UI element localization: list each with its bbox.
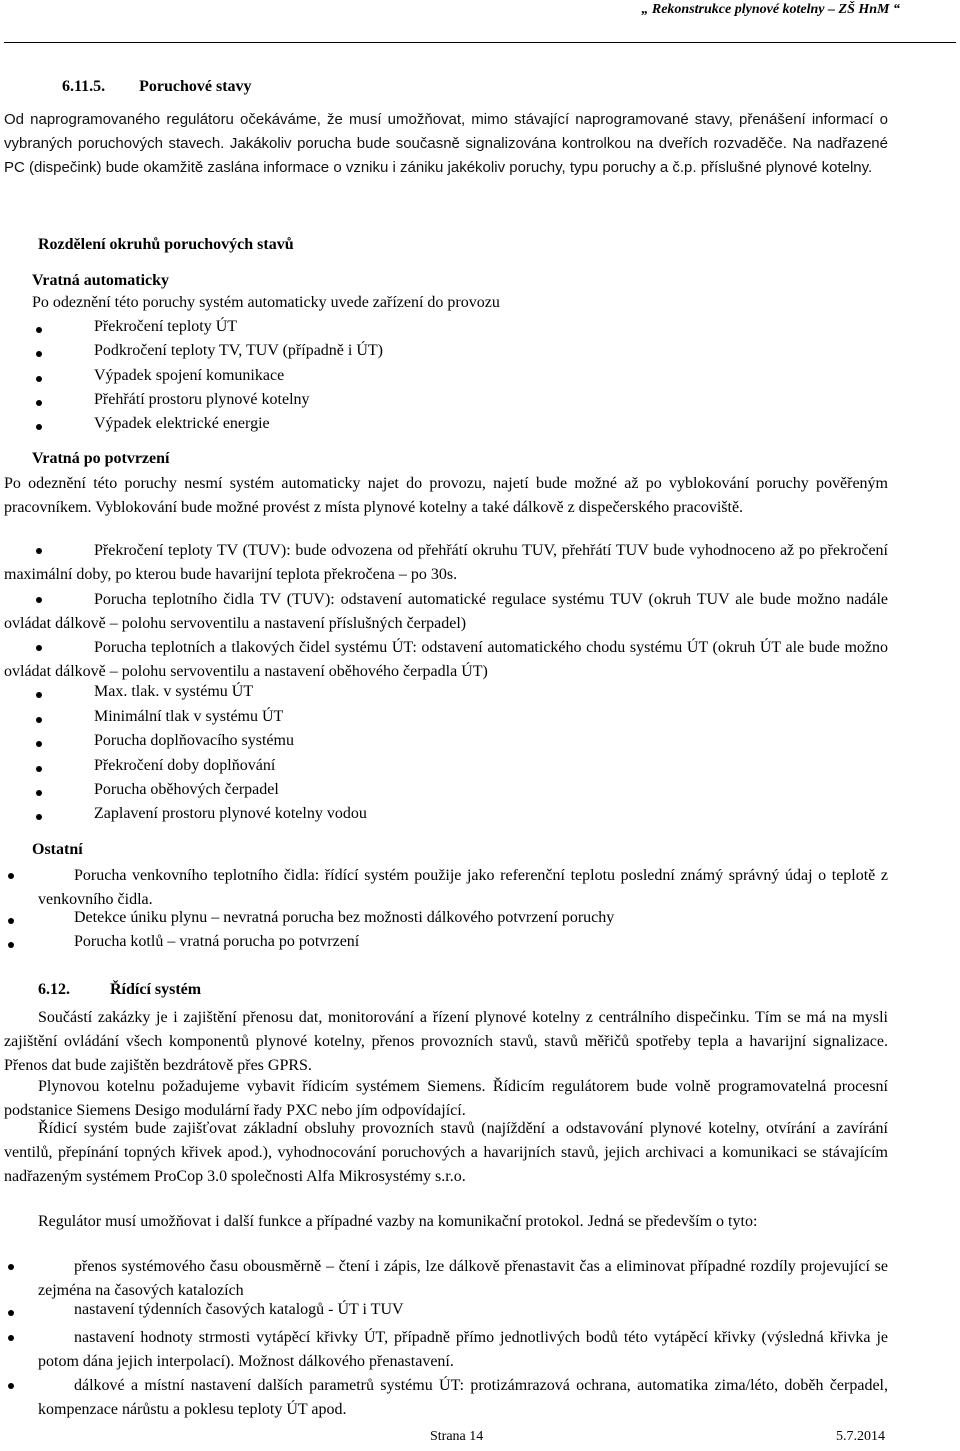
list-item: přenos systémového času obousměrně – čtení i zápis, lze dálkově přenastavit čas a eliminovat případné rozdíly projevující se zejména na časových katalozích xyxy=(38,1258,888,1299)
bullet-dot xyxy=(8,1383,14,1389)
bullet-dot xyxy=(8,873,14,879)
long-list-item: Překročení teploty TV (TUV): bude odvozena od přehřátí okruhu TUV, přehřátí TUV bude vyhodnoceno až po překročení maximální doby, po kterou bude havarijní teplota překročena – po 30s. xyxy=(4,542,888,583)
section-heading-6-11-5 xyxy=(62,78,252,96)
header-divider xyxy=(4,42,956,43)
list-item: Porucha doplňovacího systému xyxy=(94,732,294,749)
group-intro: Po odeznění této poruchy systém automaticky uvede zařízení do provozu xyxy=(32,294,500,311)
group-title-vratna-automaticky: Vratná automaticky xyxy=(32,272,170,289)
bullet-dot xyxy=(8,1264,14,1270)
list-item: Detekce úniku plynu – nevratná porucha bez možnosti dálkového potvrzení poruchy xyxy=(74,909,615,926)
bullet-dot xyxy=(8,1335,14,1341)
bullet-dot xyxy=(8,1310,14,1316)
paragraph: Součástí zakázky je i zajištění přenosu dat, monitorování a řízení plynové kotelny z centrálního dispečinku. Tím se má na mysli zajištění ovládání všech komponentů plynové kotelny, přenos provozních stavů, stavů měřičů spotřeby tepla a havarijní signalizace. Přenos dat bude zajištěn bezdrátově přes GPRS. xyxy=(4,1009,888,1074)
page-header: „ Rekonstrukce plynové kotelny – ZŠ HnM “ xyxy=(641,2,900,17)
section-number: 6.12. xyxy=(38,981,70,998)
list-item: nastavení hodnoty strmosti vytápěcí křivky ÚT, případně přímo jednotlivých bodů této vytápěcí křivky (výsledná křivka je potom dána jejich interpolací). Možnost dálkového přenastavení. xyxy=(38,1329,888,1370)
list-item: dálkové a místní nastavení dalších parametrů systému ÚT: protizámrazová ochrana, automatika zima/léto, doběh čerpadel, kompenzace nárůstu a poklesu teploty ÚT apod. xyxy=(38,1377,888,1418)
list-item: Výpadek elektrické energie xyxy=(94,415,270,432)
group-intro: Po odeznění této poruchy nesmí systém automaticky najet do provozu, najetí bude možné až po vyblokování poruchy pověřeným pracovníkem. Vyblokování bude možné provést z místa plynové kotelny a také dálkově z dispečerského pracoviště. xyxy=(4,475,888,516)
bullet-dot xyxy=(36,814,42,820)
list-item: Minimální tlak v systému ÚT xyxy=(94,708,284,725)
intro-paragraph: Od naprogramovaného regulátoru očekáváme, že musí umožňovat, mimo stávající naprogramované stavy, přenášení informací o vybraných poruchových stavech. Jakákoliv porucha bude současně signalizována kontrolkou na dveřích rozvaděče. Na nadřazené PC (dispečink) bude okamžitě zaslána informace o vzniku i zániku jakékoliv poruchy, typu poruchy a č.p. příslušné plynové kotelny. xyxy=(4,111,888,176)
list-item: Podkročení teploty TV, TUV (případně i ÚT) xyxy=(94,342,383,359)
subsection-heading: Rozdělení okruhů poruchových stavů xyxy=(38,236,294,253)
section-number: 6.11.5. xyxy=(62,78,106,95)
list-item: Porucha oběhových čerpadel xyxy=(94,781,279,798)
bullet-dot xyxy=(36,376,42,382)
list-item: Překročení teploty ÚT xyxy=(94,318,238,335)
bullet-dot xyxy=(36,351,42,357)
bullet-dot xyxy=(36,766,42,772)
list-item: Výpadek spojení komunikace xyxy=(94,367,285,384)
page-number: Strana 14 xyxy=(430,1429,484,1444)
bullet-dot xyxy=(36,400,42,406)
paragraph: Řídicí systém bude zajišťovat základní obsluhy provozních stavů (najíždění a odstavování plynové kotelny, otvírání a zavírání ventilů, přepínání topných křivek apod.), vyhodnocování poruchových a havarijních stavů, jejich archivaci a komunikaci se stávajícím nadřazeným systémem ProCop 3.0 společnosti Alfa Mikrosystémy s.r.o. xyxy=(4,1120,888,1185)
list-item: Porucha kotlů – vratná porucha po potvrzení xyxy=(74,933,360,950)
long-list-item: Porucha teplotních a tlakových čidel systému ÚT: odstavení automatického chodu systému ÚT (okruh ÚT ale bude možno ovládat dálkově – polohu servoventilu a nastavení oběhového čerpadla ÚT) xyxy=(4,639,888,680)
list-item: Max. tlak. v systému ÚT xyxy=(94,683,254,700)
bullet-dot xyxy=(36,327,42,333)
section-title: Poruchové stavy xyxy=(139,78,252,95)
list-item: nastavení týdenních časových katalogů - ÚT i TUV xyxy=(74,1301,404,1318)
page-date: 5.7.2014 xyxy=(836,1429,885,1444)
list-item: Překročení doby doplňování xyxy=(94,757,276,774)
list-item: Porucha venkovního teplotního čidla: řídící systém použije jako referenční teplotu poslední známý správný údaj o teplotě z venkovního čidla. xyxy=(38,867,888,908)
section-title: Řídící systém xyxy=(110,981,202,998)
bullet-dot xyxy=(36,692,42,698)
bullet-dot xyxy=(36,741,42,747)
bullet-dot xyxy=(8,918,14,924)
paragraph: Regulátor musí umožňovat i další funkce a případné vazby na komunikační protokol. Jedná se především o tyto: xyxy=(38,1213,758,1230)
list-item: Zaplavení prostoru plynové kotelny vodou xyxy=(94,805,367,822)
group-title-ostatni: Ostatní xyxy=(32,841,83,858)
bullet-dot xyxy=(8,942,14,948)
group-title-vratna-po-potvrzeni: Vratná po potvrzení xyxy=(32,450,170,467)
paragraph: Plynovou kotelnu požadujeme vybavit řídicím systémem Siemens. Řídicím regulátorem bude volně programovatelná procesní podstanice Siemens Desigo modulární řady PXC nebo jím odpovídající. xyxy=(4,1078,888,1119)
bullet-dot xyxy=(36,424,42,430)
bullet-dot xyxy=(36,717,42,723)
list-item: Přehřátí prostoru plynové kotelny xyxy=(94,391,310,408)
section-heading-6-12 xyxy=(38,981,201,999)
long-list-item: Porucha teplotního čidla TV (TUV): odstavení automatické regulace systému TUV (okruh TUV ale bude možno nadále ovládat dálkově – polohu servoventilu a nastavení příslušných čerpadel) xyxy=(4,591,888,632)
bullet-dot xyxy=(36,790,42,796)
